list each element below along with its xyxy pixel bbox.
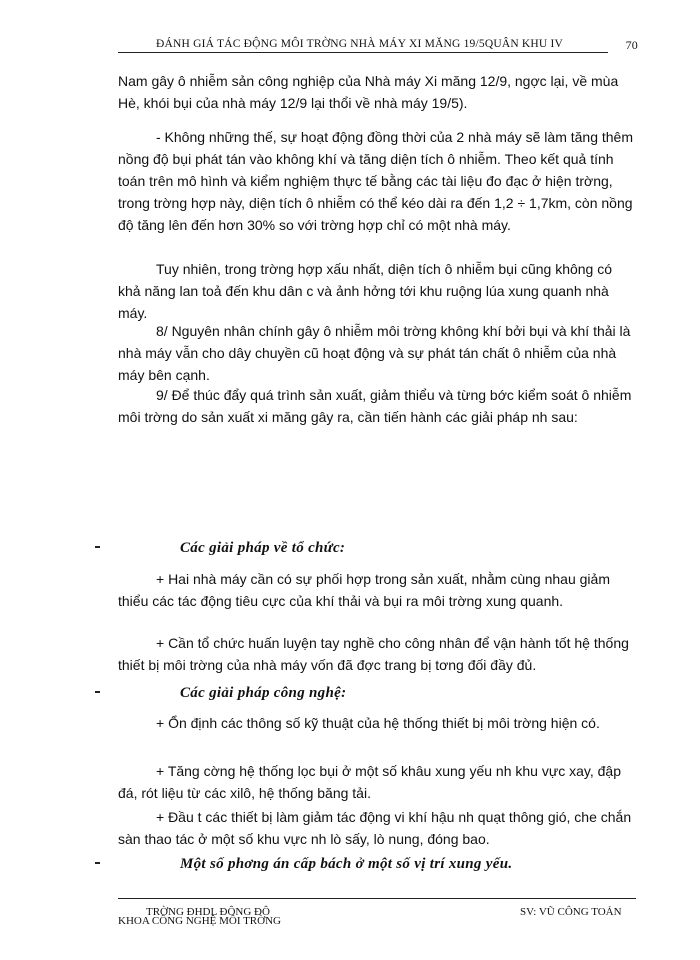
paragraph-4 (118, 320, 636, 386)
list-item: + Đầu t các thiết bị làm giảm tác động vi khí hậu nh quạt thông gió, che chắn sàn thao tác ở một số khu vực nh lò sấy, lò nung, đóng bao. (118, 809, 632, 847)
footer-school: TRỜNG ĐHDL ĐÔNG ĐÔ (146, 906, 270, 918)
paragraph-text: - Không những thế, sự hoạt động đồng thời của 2 nhà máy sẽ làm tăng thêm nồng độ bụi phát tán vào không khí và tăng diện tích ô nhiễm. Theo kết quả tính toán trên mô hình và kiểm nghiệm thực tế bằng các tài liệu đo đạc ở hiện trờng, trong trờng hợp này, diện tích ô nhiễm có thể kéo dài ra đến 1,2 ÷ 1,7km, còn nồng độ tăng lên đến hơn 30% so với trờng hợp chỉ có một nhà máy. (118, 129, 634, 233)
paragraph-2 (118, 126, 636, 236)
footer-rule (118, 898, 636, 899)
list-item: + Cần tổ chức huấn luyện tay nghề cho công nhân để vận hành tốt hệ thống thiết bị môi trờng của nhà máy vốn đã đợc trang bị tơng đối đầy đủ. (118, 635, 629, 673)
paragraph-text: Nam gây ô nhiễm sản công nghiệp của Nhà máy Xi măng 12/9, ngợc lại, về mùa Hè, khói bụi của nhà máy 12/9 lại thổi về nhà máy 19/5). (118, 73, 619, 111)
paragraph-5 (118, 384, 636, 428)
section-2-item-3 (118, 806, 636, 850)
page-header (118, 38, 638, 56)
section-2-item-2 (118, 760, 636, 804)
header-rule (118, 52, 608, 53)
section-1-item-1 (118, 568, 636, 612)
section-2-item-1 (118, 712, 636, 734)
paragraph-text: 9/ Để thúc đẩy quá trình sản xuất, giảm thiểu và từng bớc kiểm soát ô nhiễm môi trờng do sản xuất xi măng gây ra, cần tiến hành các giải pháp nh sau: (118, 387, 632, 425)
section-1-item-2 (118, 632, 636, 676)
list-item: + Ổn định các thông số kỹ thuật của hệ thống thiết bị môi trờng hiện có. (156, 715, 600, 731)
page-number: 70 (625, 38, 638, 52)
bullet-marker (95, 691, 100, 693)
footer-student: SV: VŨ CÔNG TOẢN (520, 906, 622, 918)
header-title: ĐÁNH GIÁ TÁC ĐỘNG MÔI TRỜNG NHÀ MÁY XI MĂNG 19/5QUÂN KHU IV (156, 38, 564, 50)
paragraph-1 (118, 70, 636, 114)
section-heading-urgent: Một số phơng án cấp bách ở một số vị trí xung yếu. (180, 856, 513, 872)
paragraph-text: Tuy nhiên, trong trờng hợp xấu nhất, diện tích ô nhiễm bụi cũng không có khả năng lan toả đến khu dân c và ảnh hởng tới khu ruộng lúa xung quanh nhà máy. (118, 261, 613, 321)
paragraph-3 (118, 258, 636, 324)
paragraph-text: 8/ Nguyên nhân chính gây ô nhiễm môi trờng không khí bởi bụi và khí thải là nhà máy vẫn cho dây chuyền cũ hoạt động và sự phát tán chất ô nhiễm của nhà máy bên cạnh. (118, 323, 631, 383)
bullet-marker (95, 546, 100, 548)
bullet-marker (95, 862, 100, 864)
footer-faculty: KHOA CÔNG NGHỆ MÔI TRỜNG (118, 915, 281, 927)
section-heading-technology: Các giải pháp công nghệ: (180, 685, 347, 701)
list-item: + Hai nhà máy cần có sự phối hợp trong sản xuất, nhằm cùng nhau giảm thiểu các tác động tiêu cực của khí thải và bụi ra môi trờng xung quanh. (118, 571, 610, 609)
section-heading-organization: Các giải pháp về tổ chức: (180, 540, 346, 556)
list-item: + Tăng cờng hệ thống lọc bụi ở một số khâu xung yếu nh khu vực xay, đập đá, rót liệu từ các xilô, hệ thống băng tải. (118, 763, 622, 801)
